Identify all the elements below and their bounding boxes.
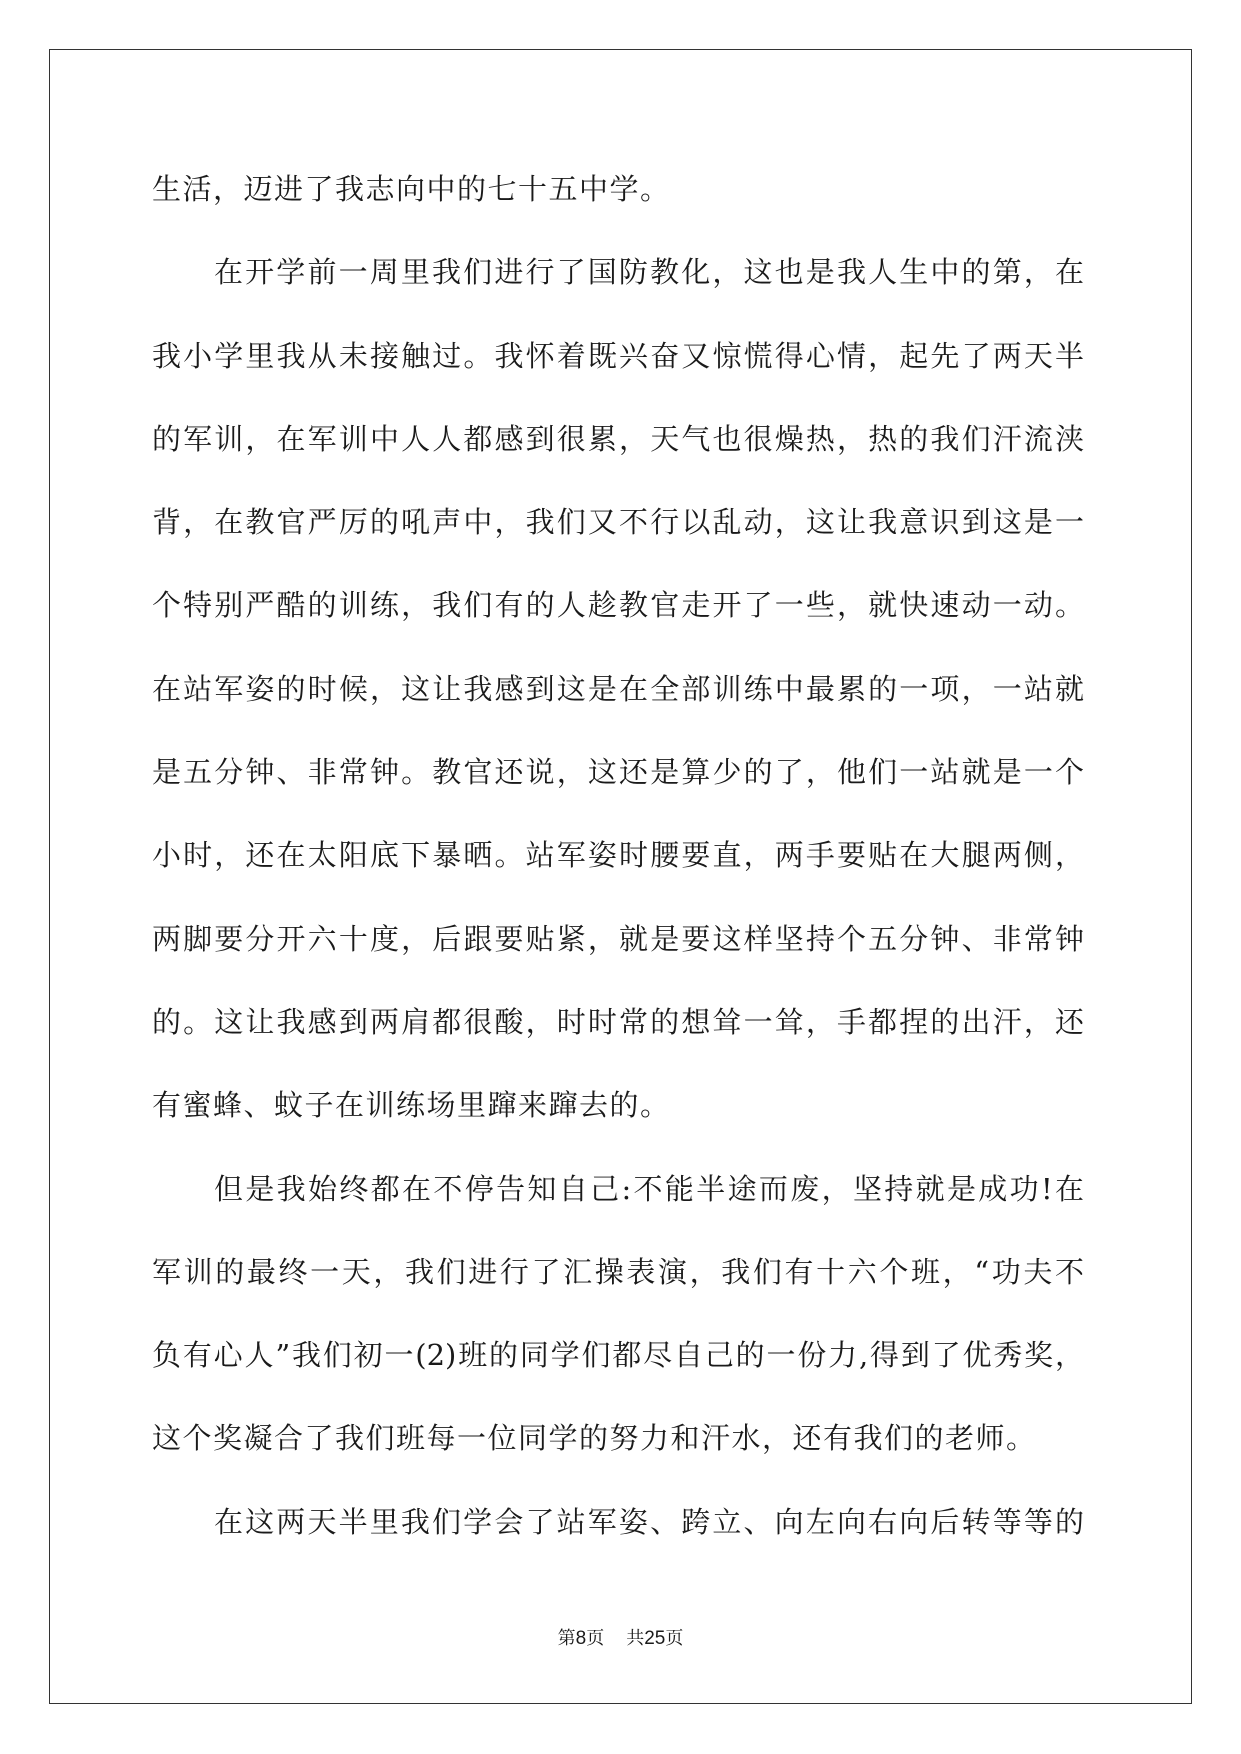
text-line: 军训的最终一天，我们进行了汇操表演，我们有十六个班，“功夫不 [152, 1254, 1084, 1289]
page-label-suffix: 页 [586, 1628, 605, 1649]
text-line: 这个奖凝合了我们班每一位同学的努力和汗水，还有我们的老师。 [152, 1421, 1037, 1456]
paragraph-start-line: 在这两天半里我们学会了站军姿、跨立、向左向右向后转等等的 [214, 1504, 1084, 1539]
text-line: 我小学里我从未接触过。我怀着既兴奋又惊慌得心情，起先了两天半 [152, 338, 1084, 373]
text-line: 小时，还在太阳底下暴晒。站军姿时腰要直，两手要贴在大腿两侧， [152, 838, 1084, 873]
text-line: 的军训，在军训中人人都感到很累，天气也很燥热，热的我们汗流浃 [152, 421, 1084, 456]
text-line: 背，在教官严厉的吼声中，我们又不行以乱动，这让我意识到这是一 [152, 505, 1084, 540]
total-pages: 25 [644, 1628, 666, 1649]
text-line: 的。这让我感到两肩都很酸，时时常的想耸一耸，手都捏的出汗，还 [152, 1004, 1084, 1039]
paragraph-start-line: 但是我始终都在不停告知自己:不能半途而废，坚持就是成功!在 [214, 1171, 1084, 1206]
text-line: 有蜜蜂、蚊子在训练场里蹿来蹿去的。 [152, 1088, 671, 1123]
page-footer [0, 1624, 1241, 1650]
text-line: 两脚要分开六十度，后跟要贴紧，就是要这样坚持个五分钟、非常钟 [152, 921, 1084, 956]
paragraph-start-line: 在开学前一周里我们进行了国防教化，这也是我人生中的第，在 [214, 255, 1084, 290]
total-label-suffix: 页 [665, 1628, 684, 1649]
text-line: 在站军姿的时候，这让我感到这是在全部训练中最累的一项，一站就 [152, 671, 1084, 706]
document-body [152, 148, 1084, 1564]
text-line: 负有心人”我们初一(2)班的同学们都尽自己的一份力,得到了优秀奖， [152, 1338, 1084, 1373]
text-line: 个特别严酷的训练，我们有的人趁教官走开了一些，就快速动一动。 [152, 588, 1084, 623]
page-number: 8 [575, 1628, 587, 1649]
page-label-prefix: 第 [557, 1628, 576, 1649]
text-line: 是五分钟、非常钟。教官还说，这还是算少的了，他们一站就是一个 [152, 755, 1084, 790]
text-line: 生活，迈进了我志向中的七十五中学。 [152, 172, 671, 206]
total-label-prefix: 共 [626, 1628, 645, 1649]
